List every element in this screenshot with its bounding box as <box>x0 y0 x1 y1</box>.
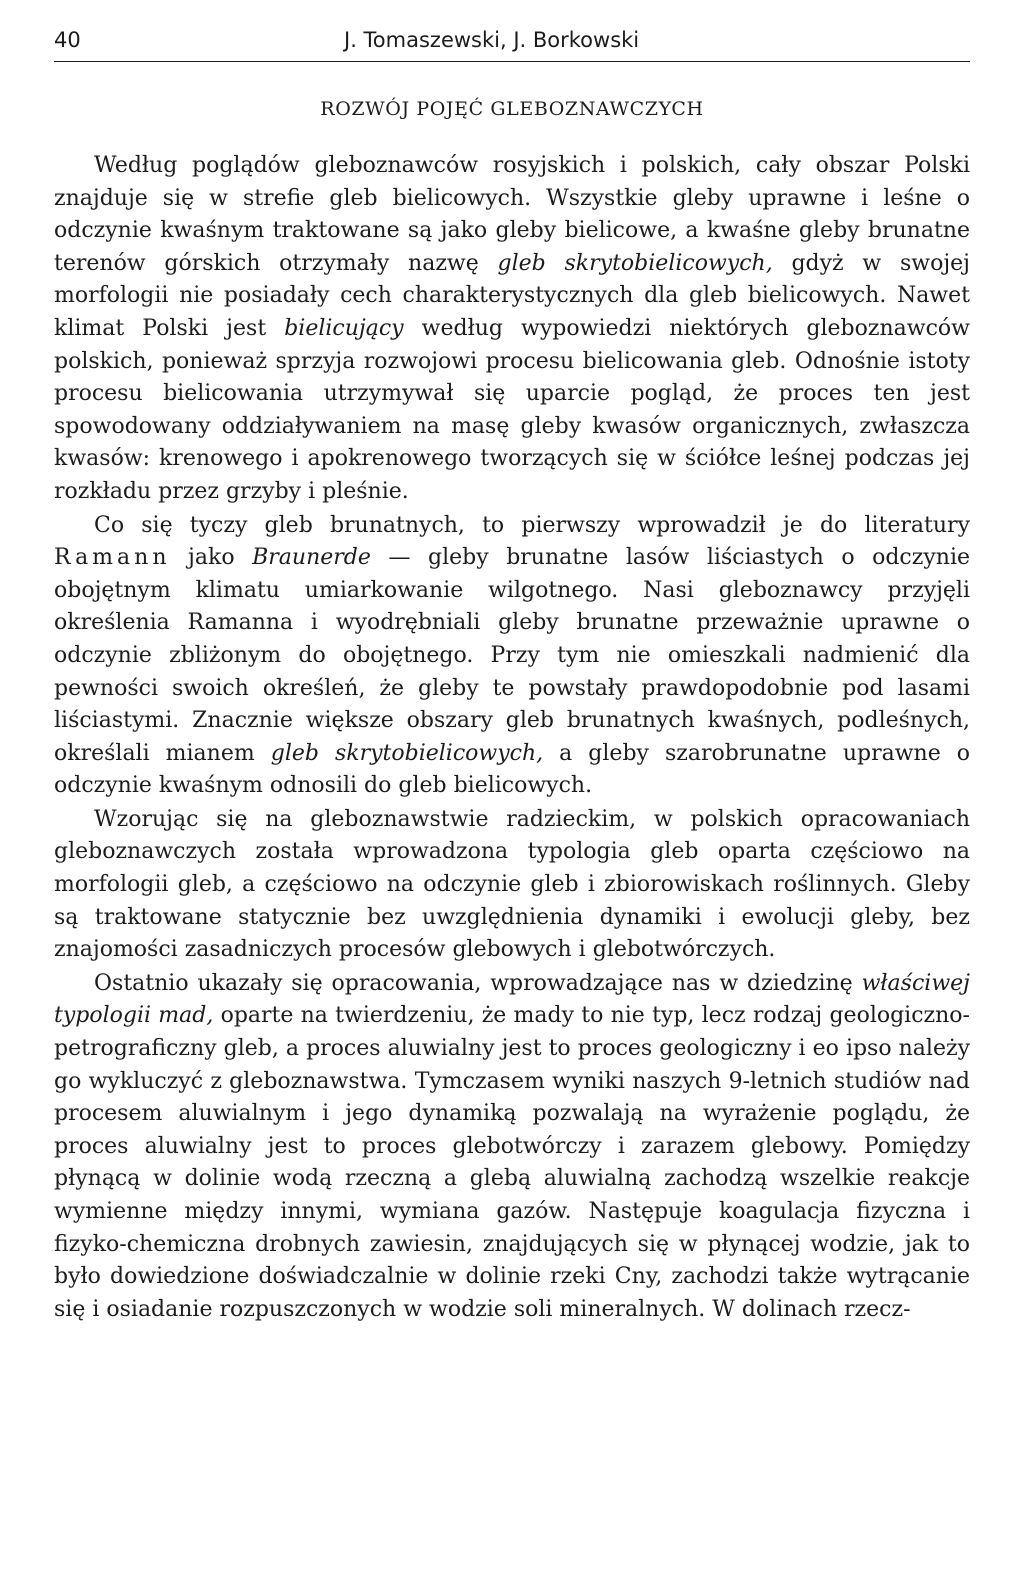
text-run: Według poglądów gleboznawców rosyjskich i polskich, cały obszar Polski znajduje się w strefie gleb bielicowych. Wszystkie gleby uprawne i leśne o odczynie kwaśnym traktowane są jako gleby bielicowe, a kwaśne gleby brunatne terenów górskich otrzymały nazwę <box>54 153 970 276</box>
paragraph <box>54 804 970 967</box>
paragraph <box>54 968 970 1327</box>
text-run: gdyż w swojej morfologii nie posiadały cech charakterystycznych dla gleb bielicowych. Nawet klimat Polski jest <box>54 250 971 341</box>
italic-term: Braunerde <box>252 545 371 571</box>
page-number: 40 <box>54 28 81 52</box>
text-run: — gleby brunatne lasów liściastych o odczynie obojętnym klimatu umiarkowanie wilgotnego. Nasi gleboznawcy przyjęli określenia Ramanna i wyodrębniali gleby brunatne przeważnie uprawne o odczynie zbliżonym do obojętnego. Przy tym nie omieszkali nadmienić dla pewności swoich określeń, że gleby te powstały prawdopodobnie pod lasami liściastymi. Znacznie większe obszary gleb brunatnych kwaśnych, podleśnych, określali mianem <box>54 545 970 766</box>
paragraph <box>54 150 970 509</box>
text-run: według wypowiedzi niektórych gleboznawców polskich, ponieważ sprzyja rozwojowi procesu bielicowania gleb. Odnośnie istoty procesu bielicowania utrzymywał się uparcie pogląd, że proces ten jest spowodowany oddziaływaniem na masę gleby kwasów organicznych, zwłaszcza kwasów: krenowego i apokrenowego tworzących się w ściółce leśnej podczas jej rozkładu przez grzyby i pleśnie. <box>54 315 970 504</box>
text-run: Wzorując się na gleboznawstwie radzieckim, w polskich opracowaniach gleboznawczych została wprowadzona typologia gleb oparta częściowo na morfologii gleb, a częściowo na odczynie gleb i zbiorowiskach roślinnych. Gleby są traktowane statycznie bez uwzględnienia dynamiki i ewolucji gleby, bez znajomości zasadniczych procesów glebowych i glebotwórczych. <box>54 806 970 963</box>
text-run: Ostatnio ukazały się opracowania, wprowadzające nas w dziedzinę <box>94 970 862 996</box>
italic-term: bielicujący <box>284 315 404 341</box>
text-run: a gleby szarobrunatne uprawne o odczynie kwaśnym odnosili do gleb bielicowych. <box>54 740 970 799</box>
running-header <box>54 28 970 62</box>
text-run: oparte na twierdzeniu, że mady to nie typ, lecz rodzaj geologiczno-petrograficzny gleb, a proces aluwialny jest to proces geologiczny i eo ipso należy go wykluczyć z gleboznawstwa. Tymczasem wyniki naszych 9-letnich studiów nad procesem aluwialnym i jego dynamiką pozwalają na wyrażenie poglądu, że proces aluwialny jest to proces glebotwórczy i zarazem glebowy. Pomiędzy płynącą w dolinie wodą rzeczną a glebą aluwialną zachodzą wszelkie reakcje wymienne między innymi, wymiana gazów. Następuje koagulacja fizyczna i fizyko-chemiczna drobnych zawiesin, znajdujących się w płynącej wodzie, jak to było dowiedzione doświadczalnie w dolinie rzeki Cny, zachodzi także wytrącanie się i osiadanie rozpuszczonych w wodzie soli mineralnych. W dolinach rzecz- <box>54 1003 970 1322</box>
italic-term: właściwej typologii mad, <box>54 970 970 1029</box>
section-title: ROZWÓJ POJĘĆ GLEBOZNAWCZYCH <box>320 98 704 120</box>
text-run: jako <box>170 545 253 571</box>
italic-term: gleb skrytobielicowych, <box>270 740 544 766</box>
spaced-name: Ramann <box>54 545 171 571</box>
italic-term: gleb skrytobielicowych, <box>497 250 773 276</box>
paragraph <box>54 510 970 803</box>
text-run: Co się tyczy gleb brunatnych, to pierwszy wprowadził je do literatury <box>94 512 970 538</box>
running-head-authors: J. Tomaszewski, J. Borkowski <box>344 28 640 52</box>
body-text <box>54 150 970 1326</box>
